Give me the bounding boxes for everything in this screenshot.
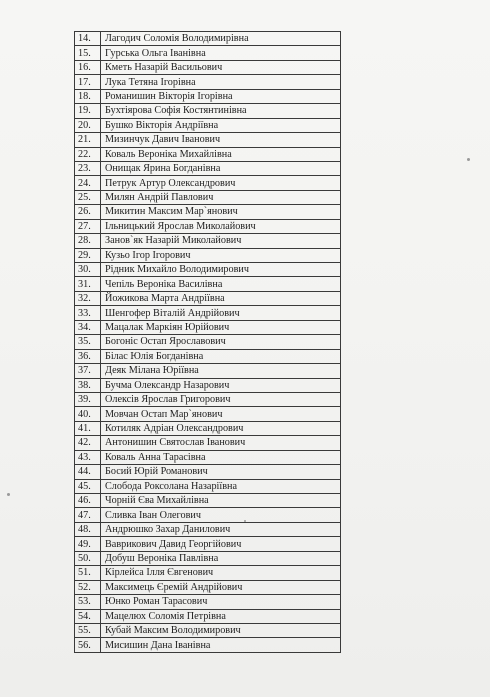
row-number: 18. (75, 89, 101, 103)
table-row (75, 219, 341, 233)
table-row (75, 479, 341, 493)
table-row (75, 580, 341, 594)
row-number: 40. (75, 407, 101, 421)
student-name: Ільницький Ярослав Миколайович (101, 219, 341, 233)
row-number: 48. (75, 522, 101, 536)
table-row (75, 407, 341, 421)
row-number: 49. (75, 537, 101, 551)
student-name: Романишин Вікторія Ігорівна (101, 89, 341, 103)
student-name: Петрук Артур Олександрович (101, 176, 341, 190)
row-number: 33. (75, 306, 101, 320)
row-number: 29. (75, 248, 101, 262)
student-name: Сливка Іван Олегович (101, 508, 341, 522)
student-name: Коваль Анна Тарасівна (101, 450, 341, 464)
student-name: Занов`як Назарій Миколайович (101, 234, 341, 248)
row-number: 32. (75, 291, 101, 305)
table-row (75, 161, 341, 175)
row-number: 23. (75, 161, 101, 175)
student-name: Мацелюх Соломія Петрівна (101, 609, 341, 623)
table-row (75, 306, 341, 320)
row-number: 43. (75, 450, 101, 464)
table-row (75, 537, 341, 551)
student-name: Максимець Єремій Андрійович (101, 580, 341, 594)
row-number: 35. (75, 335, 101, 349)
row-number: 44. (75, 465, 101, 479)
table-row (75, 32, 341, 46)
table-row (75, 392, 341, 406)
row-number: 41. (75, 421, 101, 435)
table-row (75, 349, 341, 363)
table-row (75, 551, 341, 565)
row-number: 17. (75, 75, 101, 89)
table-row (75, 609, 341, 623)
row-number: 56. (75, 638, 101, 652)
table-row (75, 421, 341, 435)
row-number: 53. (75, 595, 101, 609)
row-number: 51. (75, 566, 101, 580)
table-row (75, 147, 341, 161)
student-name: Бушко Вікторія Андріївна (101, 118, 341, 132)
student-name: Мисишин Дана Іванівна (101, 638, 341, 652)
row-number: 21. (75, 133, 101, 147)
student-name: Білас Юлія Богданівна (101, 349, 341, 363)
row-number: 34. (75, 320, 101, 334)
table-row (75, 75, 341, 89)
student-name: Слобода Роксолана Назаріївна (101, 479, 341, 493)
row-number: 30. (75, 263, 101, 277)
student-name: Милян Андрій Павлович (101, 190, 341, 204)
row-number: 31. (75, 277, 101, 291)
row-number: 15. (75, 46, 101, 60)
student-name: Рідник Михайло Володимирович (101, 263, 341, 277)
row-number: 27. (75, 219, 101, 233)
student-name: Бухтіярова Софія Костянтинівна (101, 104, 341, 118)
table-row (75, 494, 341, 508)
roster-body (75, 32, 341, 653)
student-name: Антонишин Святослав Іванович (101, 436, 341, 450)
row-number: 14. (75, 32, 101, 46)
row-number: 26. (75, 205, 101, 219)
row-number: 37. (75, 364, 101, 378)
student-name: Кубай Максим Володимирович (101, 623, 341, 637)
student-name: Ваврикович Давид Георгійович (101, 537, 341, 551)
table-row (75, 60, 341, 74)
table-row (75, 118, 341, 132)
table-row (75, 89, 341, 103)
table-row (75, 595, 341, 609)
table-row (75, 436, 341, 450)
student-name: Шенгофер Віталій Андрійович (101, 306, 341, 320)
row-number: 46. (75, 494, 101, 508)
student-name: Кузьо Ігор Ігорович (101, 248, 341, 262)
row-number: 42. (75, 436, 101, 450)
student-name: Бучма Олександр Назарович (101, 378, 341, 392)
row-number: 19. (75, 104, 101, 118)
table-row (75, 190, 341, 204)
student-name: Богоніс Остап Ярославович (101, 335, 341, 349)
table-row (75, 277, 341, 291)
row-number: 24. (75, 176, 101, 190)
table-row (75, 465, 341, 479)
student-name: Босий Юрій Романович (101, 465, 341, 479)
student-name: Мовчан Остап Мар`янович (101, 407, 341, 421)
row-number: 25. (75, 190, 101, 204)
row-number: 20. (75, 118, 101, 132)
scan-speck (7, 493, 10, 496)
table-row (75, 566, 341, 580)
row-number: 55. (75, 623, 101, 637)
row-number: 22. (75, 147, 101, 161)
table-row (75, 205, 341, 219)
table-row (75, 234, 341, 248)
row-number: 52. (75, 580, 101, 594)
table-row (75, 335, 341, 349)
student-name: Гурська Ольга Іванівна (101, 46, 341, 60)
table-row (75, 248, 341, 262)
row-number: 38. (75, 378, 101, 392)
student-name: Юнко Роман Тарасович (101, 595, 341, 609)
row-number: 54. (75, 609, 101, 623)
table-row (75, 522, 341, 536)
row-number: 36. (75, 349, 101, 363)
table-row (75, 508, 341, 522)
table-row (75, 638, 341, 652)
student-name: Мизинчук Давич Іванович (101, 133, 341, 147)
student-name: Деяк Мілана Юріївна (101, 364, 341, 378)
student-name: Коваль Вероніка Михайлівна (101, 147, 341, 161)
student-name: Добуш Вероніка Павлівна (101, 551, 341, 565)
table-row (75, 104, 341, 118)
student-name: Микитин Максим Мар`янович (101, 205, 341, 219)
student-name: Чепіль Вероніка Василівна (101, 277, 341, 291)
table-row (75, 378, 341, 392)
student-name: Мацалак Маркіян Юрійович (101, 320, 341, 334)
table-row (75, 133, 341, 147)
table-row (75, 364, 341, 378)
table-row (75, 291, 341, 305)
student-name: Котиляк Адріан Олександрович (101, 421, 341, 435)
student-name: Кметь Назарій Васильович (101, 60, 341, 74)
student-name: Онищак Ярина Богданівна (101, 161, 341, 175)
scan-speck (467, 158, 470, 161)
student-name: Лагодич Соломія Володимирівна (101, 32, 341, 46)
student-name: Олексів Ярослав Григорович (101, 392, 341, 406)
row-number: 45. (75, 479, 101, 493)
table-row (75, 46, 341, 60)
student-name: Чорній Єва Михайлівна (101, 494, 341, 508)
row-number: 28. (75, 234, 101, 248)
row-number: 16. (75, 60, 101, 74)
table-row (75, 623, 341, 637)
student-name: Андрюшко Захар Данилович (101, 522, 341, 536)
table-row (75, 263, 341, 277)
table-row (75, 176, 341, 190)
row-number: 47. (75, 508, 101, 522)
student-roster-table (74, 31, 341, 653)
table-row (75, 450, 341, 464)
row-number: 39. (75, 392, 101, 406)
student-name: Лука Тетяна Ігорівна (101, 75, 341, 89)
table-row (75, 320, 341, 334)
row-number: 50. (75, 551, 101, 565)
student-name: Йожикова Марта Андріївна (101, 291, 341, 305)
student-name: Кірлейса Ілля Євгенович (101, 566, 341, 580)
